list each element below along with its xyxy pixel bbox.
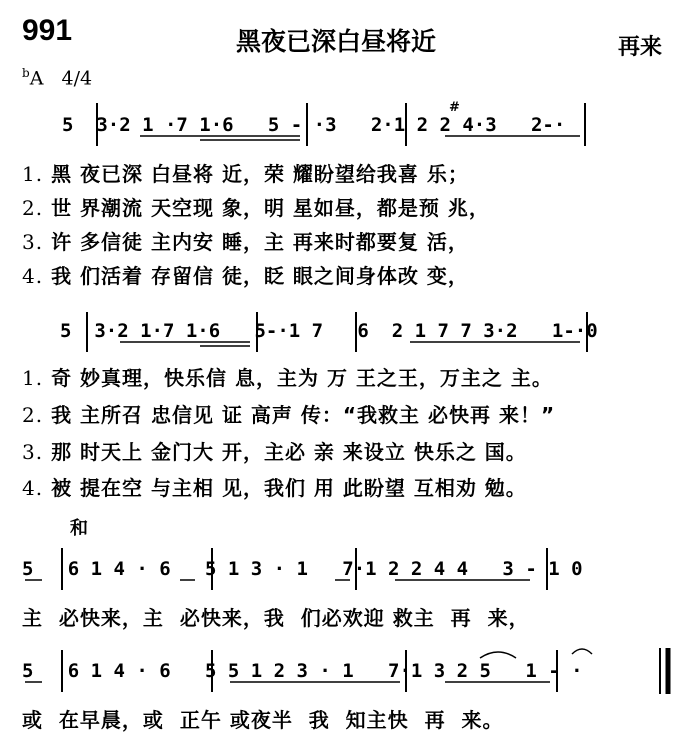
verse-number: 4.	[22, 476, 44, 500]
chorus-line1-barlines	[62, 548, 547, 590]
verse-text: 我 们活着 存留信 徒，眨 眼之间身体改 变，	[51, 264, 469, 288]
chorus-line1-lyrics: 主 必快来，主 必快来，我 们必欢迎 救主 再 来，	[22, 606, 530, 630]
system1-barlines	[97, 103, 585, 146]
tie-mark	[480, 652, 516, 658]
verse-number: 4.	[22, 264, 44, 288]
chorus-line2-lyrics: 或 在早晨，或 正午 或夜半 我 知主快 再 来。	[22, 708, 504, 732]
verse-text: 被 提在空 与主相 见，我们 用 此盼望 互相劝 勉。	[51, 476, 527, 500]
key-flat: b	[22, 66, 30, 80]
verse-number: 3.	[22, 440, 44, 464]
sharp-sign: #	[449, 100, 460, 115]
hymn-category: 再来	[618, 35, 663, 60]
time-signature: 4/4	[61, 67, 93, 90]
verse-number: 1.	[22, 162, 44, 186]
system2-barlines	[87, 312, 587, 352]
hymn-title: 黑夜已深白昼将近	[236, 27, 437, 56]
chorus-line2-notes: 5 6 1 4 · 6 5 5 1 2 3 · 1 7·1 3 2 5 1 - ·	[22, 660, 583, 682]
underlines	[25, 136, 580, 682]
verse-number: 1.	[22, 366, 44, 390]
verse-text: 许 多信徒 主内安 睡，主 再来时都要复 活，	[51, 230, 469, 254]
system2-notes: 5 3·2 1·7 1·6 5-·1 7 6 2 1 7 7 3·2 1-·0	[60, 320, 598, 342]
chorus-line1-notes: 5 6 1 4 · 6 5 1 3 · 1 7·1 2 2 4 4 3 - 1 0	[22, 558, 583, 580]
verse-text: 那 时天上 金门大 开，主必 亲 来设立 快乐之 国。	[51, 440, 527, 464]
chorus-line2-barlines	[62, 648, 668, 694]
verse-text: 世 界潮流 天空现 象，明 星如昼，都是预 兆，	[51, 196, 490, 220]
verse-number: 2.	[22, 403, 44, 427]
verse-text: 黑 夜已深 白昼将 近，荣 耀盼望给我喜 乐；	[51, 162, 469, 186]
key-note: A	[29, 67, 44, 90]
verse-text: 我 主所召 忠信见 证 高声 传：“我救主 必快再 来！”	[51, 403, 556, 427]
system1-notes: 5 3·2 1 ·7 1·6 5 - ·3 2·1 2 2 4·3 2-·	[62, 114, 566, 136]
verse-number: 2.	[22, 196, 44, 220]
verse-number: 3.	[22, 230, 44, 254]
chorus-label: 和	[70, 518, 88, 539]
fermata-mark	[572, 649, 592, 654]
hymn-number: 991	[22, 14, 73, 47]
verse-text: 奇 妙真理，快乐信 息，主为 万 王之王，万主之 主。	[51, 366, 553, 390]
